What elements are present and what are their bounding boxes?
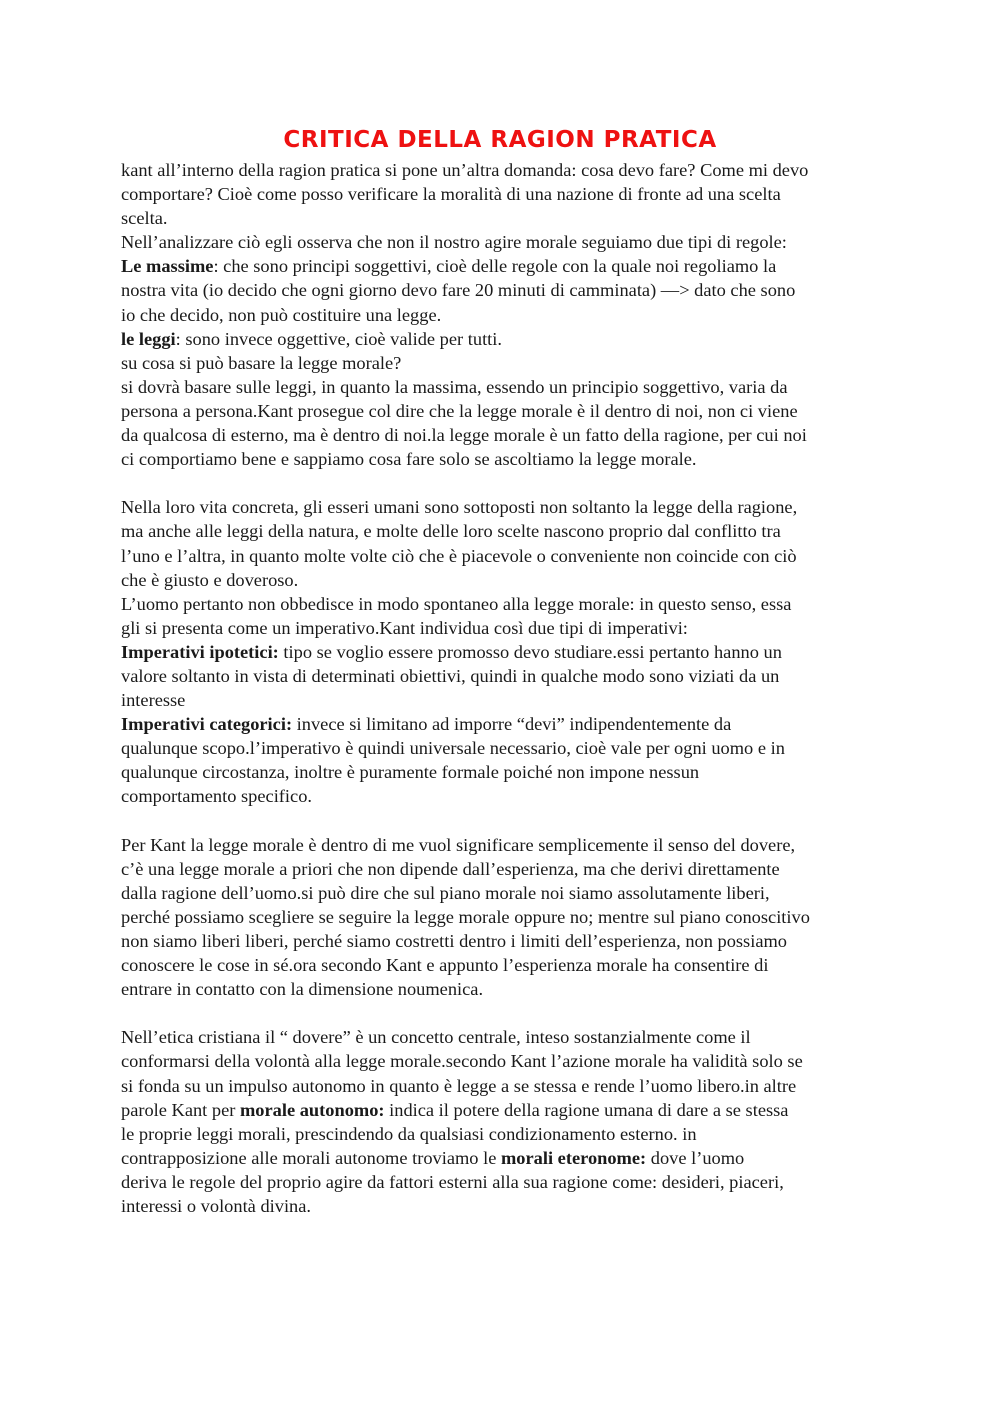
definition-morali-eteronome: dove l’uomo bbox=[646, 1147, 745, 1168]
text-line: perché possiamo scegliere se seguire la legge morale oppure no; mentre sul piano conoscitivo bbox=[121, 906, 810, 927]
text-line: ma anche alle leggi della natura, e molte delle loro scelte nascono proprio dal conflitto tra bbox=[121, 521, 781, 542]
text-line: dalla ragione dell’uomo.si può dire che sul piano morale noi siamo assolutamente liberi, bbox=[121, 882, 770, 903]
text-line bbox=[121, 327, 891, 351]
text-line: Nell’etica cristiana il “ dovere” è un concetto centrale, inteso sostanzialmente come il bbox=[121, 1027, 751, 1048]
text-line bbox=[121, 1098, 891, 1122]
paragraph-legge-morale bbox=[121, 833, 891, 1002]
text-line: comportamento specifico. bbox=[121, 786, 312, 807]
term-morale-autonomo: morale autonomo: bbox=[239, 1099, 385, 1120]
text-line: Nell’analizzare ciò egli osserva che non il nostro agire morale seguiamo due tipi di regole: bbox=[121, 232, 787, 253]
text-fragment: parole Kant per bbox=[121, 1099, 240, 1120]
text-line: comportare? Cioè come posso verificare la moralità di una nazione di fronte ad una scelta bbox=[121, 184, 781, 205]
text-line: non siamo liberi liberi, perché siamo costretti dentro i limiti dell’esperienza, non possiamo bbox=[121, 931, 787, 951]
text-line: kant all’interno della ragion pratica si pone un’altra domanda: cosa devo fare? Come mi devo bbox=[121, 160, 809, 180]
text-line: io che decido, non può costituire una legge. bbox=[121, 304, 442, 325]
text-line: scelta. bbox=[121, 208, 168, 229]
text-line: le proprie leggi morali, prescindendo da qualsiasi condizionamento esterno. in bbox=[121, 1123, 697, 1144]
text-line: ci comportiamo bene e sappiamo cosa fare solo se ascoltiamo la legge morale. bbox=[121, 449, 697, 470]
text-line bbox=[121, 712, 891, 736]
text-line: l’uno e l’altra, in quanto molte volte ciò che è piacevole o conveniente non coincide con ciò bbox=[121, 545, 797, 566]
definition-imperativi-categorici: invece si limitano ad imporre “devi” indipendentemente da bbox=[292, 714, 732, 735]
text-line: Per Kant la legge morale è dentro di me vuol significare semplicemente il senso del dovere, bbox=[121, 834, 796, 855]
text-line: persona a persona.Kant prosegue col dire che la legge morale è il dentro di noi, non ci viene bbox=[121, 400, 798, 421]
term-massime: Le massime bbox=[121, 256, 214, 277]
text-line: L’uomo pertanto non obbedisce in modo spontaneo alla legge morale: in questo senso, essa bbox=[121, 593, 792, 614]
text-line: su cosa si può basare la legge morale? bbox=[121, 352, 402, 373]
definition-morale-autonomo: indica il potere della ragione umana di dare a se stessa bbox=[384, 1099, 789, 1120]
text-line: conoscere le cose in sé.ora secondo Kant e appunto l’esperienza morale ha consentire di bbox=[121, 955, 769, 976]
text-line: si dovrà basare sulle leggi, in quanto la massima, essendo un principio soggettivo, varia da bbox=[121, 376, 788, 397]
text-line: nostra vita (io decido che ogni giorno devo fare 20 minuti di camminata) —> dato che sono bbox=[121, 280, 796, 301]
text-line bbox=[121, 254, 891, 278]
term-leggi: le leggi bbox=[121, 328, 176, 349]
text-line: che è giusto e doveroso. bbox=[121, 569, 299, 590]
text-line: qualunque circostanza, inoltre è puramente formale poiché non impone nessun bbox=[121, 762, 700, 783]
definition-massime: : che sono principi soggettivi, cioè delle regole con la quale noi regoliamo la bbox=[213, 256, 777, 277]
document-body bbox=[121, 158, 891, 1218]
term-imperativi-ipotetici: Imperativi ipotetici: bbox=[121, 641, 279, 662]
term-imperativi-categorici: Imperativi categorici: bbox=[121, 714, 293, 735]
paragraph-spacer bbox=[121, 809, 891, 833]
text-line: deriva le regole del proprio agire da fattori esterni alla sua ragione come: desideri, piaceri, bbox=[121, 1171, 784, 1192]
paragraph-spacer bbox=[121, 1001, 891, 1025]
text-line bbox=[121, 640, 891, 664]
text-line: valore soltanto in vista di determinati obiettivi, quindi in qualche modo sono viziati da un bbox=[121, 665, 780, 686]
document-title: CRITICA DELLA RAGION PRATICA bbox=[283, 127, 717, 153]
definition-imperativi-ipotetici: tipo se voglio essere promosso devo studiare.essi pertanto hanno un bbox=[278, 641, 782, 662]
text-line: qualunque scopo.l’imperativo è quindi universale necessario, cioè vale per ogni uomo e in bbox=[121, 738, 785, 759]
text-line: gli si presenta come un imperativo.Kant individua così due tipi di imperativi: bbox=[121, 617, 688, 638]
text-fragment: contrapposizione alle morali autonome troviamo le bbox=[121, 1147, 501, 1168]
text-line: entrare in contatto con la dimensione noumenica. bbox=[121, 979, 484, 1000]
paragraph-imperativi bbox=[121, 495, 891, 808]
paragraph-etica-cristiana bbox=[121, 1025, 891, 1218]
text-line: interessi o volontà divina. bbox=[121, 1196, 312, 1217]
term-morali-eteronome: morali eteronome: bbox=[500, 1147, 647, 1168]
text-line: si fonda su un impulso autonomo in quanto è legge a se stessa e rende l’uomo libero.in altre bbox=[121, 1075, 797, 1096]
text-line: interesse bbox=[121, 690, 186, 711]
text-line bbox=[121, 1146, 891, 1170]
paragraph-spacer bbox=[121, 471, 891, 495]
paragraph-ragion-pratica bbox=[121, 158, 891, 471]
text-line: da qualcosa di esterno, ma è dentro di noi.la legge morale è un fatto della ragione, per cui noi bbox=[121, 425, 807, 446]
text-line: conformarsi della volontà alla legge morale.secondo Kant l’azione morale ha validità solo se bbox=[121, 1051, 803, 1072]
text-line: c’è una legge morale a priori che non dipende dall’esperienza, ma che derivi direttamente bbox=[121, 858, 780, 879]
text-line: Nella loro vita concreta, gli esseri umani sono sottoposti non soltanto la legge della ragione, bbox=[121, 497, 798, 518]
definition-leggi: : sono invece oggettive, cioè valide per tutti. bbox=[175, 328, 502, 349]
